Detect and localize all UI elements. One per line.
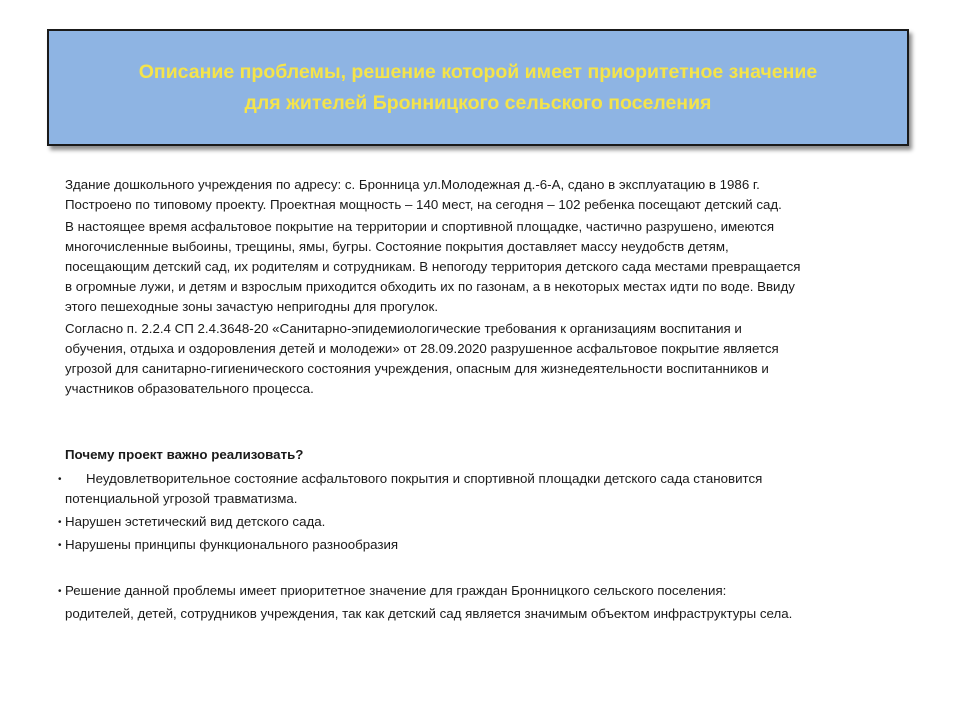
reason-item: Неудовлетворительное состояние асфальтового покрытия и спортивной площадки детского сада становится (86, 471, 763, 486)
description-line: В настоящее время асфальтовое покрытие на территории и спортивной площадке, частично разрушено, имеются (65, 219, 775, 234)
bullet-icon: • (58, 474, 62, 485)
bullet-icon: • (58, 517, 62, 528)
description-line: многочисленные выбоины, трещины, ямы, бугры. Состояние покрытия доставляет массу неудобств детям, (65, 239, 729, 254)
description-line: Построено по типовому проекту. Проектная мощность – 140 мест, на сегодня – 102 ребенка посещают детский сад. (65, 197, 782, 212)
description-line: участников образовательного процесса. (65, 381, 314, 396)
description-line: этого пешеходные зоны зачастую непригодны для прогулок. (65, 299, 439, 314)
description-line: Согласно п. 2.2.4 СП 2.4.3648-20 «Санитарно-эпидемиологические требования к организациям воспитания и (65, 321, 742, 336)
title-box (47, 29, 909, 146)
description-line: обучения, отдыха и оздоровления детей и молодежи» от 28.09.2020 разрушенное асфальтовое покрытие является (65, 341, 779, 356)
description-line: в огромные лужи, и детям и взрослым приходится обходить их по газонам, а в некоторых местах идти по воде. Ввиду (65, 279, 795, 294)
reason-item-continuation: потенциальной угрозой травматизма. (65, 491, 298, 506)
bullet-icon: • (58, 586, 62, 597)
description-line: угрозой для санитарно-гигиенического состояния учреждения, опасным для жизнедеятельности воспитанников и (65, 361, 769, 376)
slide-title-line-1: Описание проблемы, решение которой имеет приоритетное значение (138, 60, 818, 83)
description-line: посещающим детский сад, их родителям и сотрудникам. В непогоду территория детского сада местами превращается (65, 259, 801, 274)
conclusion-line: родителей, детей, сотрудников учреждения, так как детский сад является значимым объектом инфраструктуры села. (65, 606, 793, 621)
reasons-heading: Почему проект важно реализовать? (65, 447, 304, 462)
reason-item: Нарушены принципы функционального разнообразия (65, 537, 399, 552)
reason-item: Нарушен эстетический вид детского сада. (65, 514, 326, 529)
slide-title-line-2: для жителей Бронницкого сельского поселения (244, 91, 712, 114)
conclusion-line: Решение данной проблемы имеет приоритетное значение для граждан Бронницкого сельского поселения: (65, 583, 727, 598)
bullet-icon: • (58, 540, 62, 551)
slide-title (119, 57, 837, 119)
description-line: Здание дошкольного учреждения по адресу: с. Бронница ул.Молодежная д.-6-А, сдано в эксплуатацию в 1986 г. (65, 177, 760, 192)
